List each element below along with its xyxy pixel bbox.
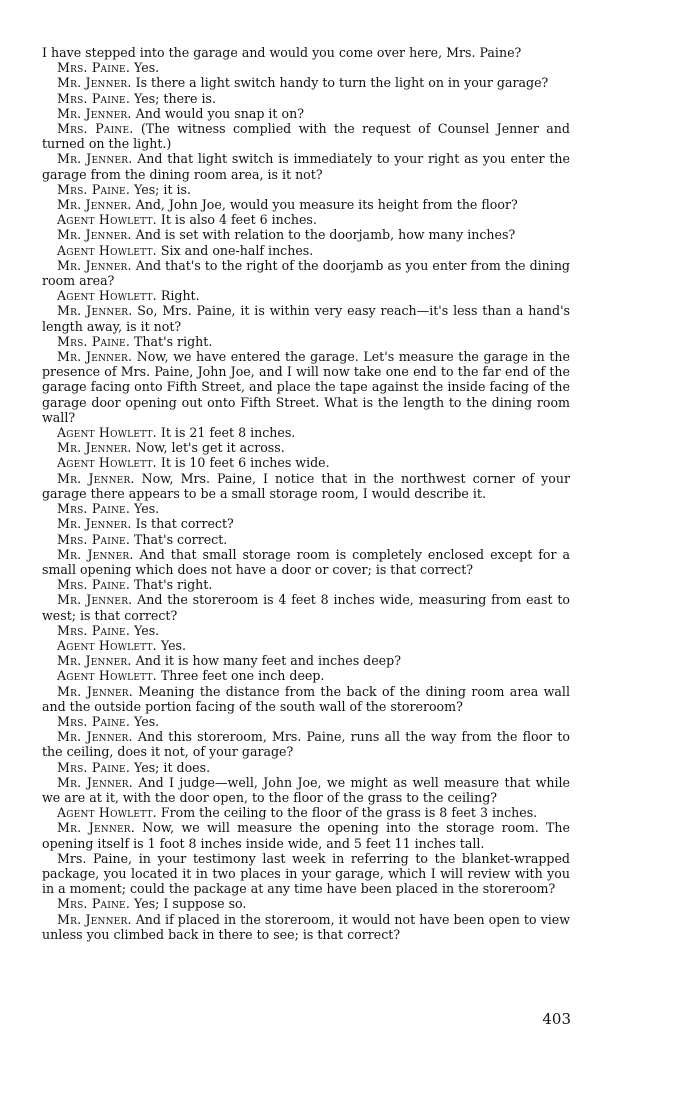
speaker-name: Agent Howlett.: [57, 455, 157, 471]
speaker-name: Mrs. Paine.: [57, 713, 131, 729]
transcript-paragraph: [42, 623, 570, 638]
speaker-name: Agent Howlett.: [57, 288, 157, 304]
transcript-paragraph: [42, 151, 570, 181]
speech-text: (The witness complied with the request of Counsel Jenner and turned on the light.): [42, 121, 570, 152]
transcript-page: [42, 45, 570, 942]
speaker-name: Mr. Jenner.: [57, 820, 135, 836]
speaker-name: Agent Howlett.: [57, 212, 157, 228]
speaker-name: Mrs. Paine.: [57, 181, 131, 197]
speaker-name: Mrs. Paine.: [57, 90, 131, 106]
transcript-paragraph: [42, 729, 570, 759]
transcript-paragraph: [42, 91, 570, 106]
speech-text: I have stepped into the garage and would you come over here, Mrs. Paine?: [42, 45, 522, 60]
speaker-name: Mr. Jenner.: [57, 546, 134, 562]
speaker-name: Agent Howlett.: [57, 805, 157, 821]
speaker-name: Mr. Jenner.: [57, 470, 135, 486]
speaker-name: Mrs. Paine.: [57, 333, 131, 349]
transcript-paragraph: [42, 227, 570, 242]
transcript-paragraph: [42, 714, 570, 729]
speech-text: It is 21 feet 8 inches.: [156, 425, 296, 441]
transcript-paragraph: [42, 516, 570, 531]
speaker-name: Mr. Jenner.: [57, 440, 132, 456]
transcript-paragraph: [42, 243, 570, 258]
transcript-paragraph: [42, 121, 570, 151]
speech-text: And that light switch is immediately to your right as you enter the garage from the dining room area, is it not?: [42, 151, 570, 182]
transcript-paragraph: [42, 471, 570, 501]
speech-text: It is also 4 feet 6 inches.: [156, 212, 317, 228]
transcript-paragraph: [42, 668, 570, 683]
speech-text: And the storeroom is 4 feet 8 inches wide, measuring from east to west; is that correct?: [42, 592, 570, 623]
transcript-paragraph: [42, 106, 570, 121]
transcript-paragraph: [42, 577, 570, 592]
transcript-paragraph: [42, 45, 570, 60]
speech-text: Yes.: [130, 60, 160, 76]
speech-text: And would you snap it on?: [131, 105, 304, 121]
transcript-paragraph: [42, 684, 570, 714]
transcript-paragraph: [42, 638, 570, 653]
speech-text: And that's to the right of the doorjamb as you enter from the dining room area?: [42, 257, 570, 289]
speech-text: And this storeroom, Mrs. Paine, runs all the way from the floor to the ceiling, does it not, of your garage?: [42, 729, 570, 760]
speaker-name: Mr. Jenner.: [57, 729, 133, 745]
speech-text: Yes.: [130, 501, 160, 517]
speaker-name: Mr. Jenner.: [57, 774, 133, 790]
speech-text: That's right.: [130, 333, 213, 349]
speaker-name: Mrs. Paine.: [57, 121, 134, 137]
transcript-paragraph: [42, 805, 570, 820]
speech-text: Yes; there is.: [130, 90, 217, 106]
speaker-name: Mr. Jenner.: [57, 303, 133, 319]
transcript-paragraph: [42, 775, 570, 805]
transcript-paragraph: [42, 440, 570, 455]
speaker-name: Agent Howlett.: [57, 668, 157, 684]
transcript-paragraph: [42, 334, 570, 349]
speaker-name: Mrs. Paine.: [57, 531, 131, 547]
speaker-name: Agent Howlett.: [57, 425, 157, 441]
speaker-name: Mr. Jenner.: [57, 911, 132, 927]
transcript-paragraph: [42, 288, 570, 303]
speech-text: So, Mrs. Paine, it is within very easy reach—it's less than a hand's length away, is it not?: [42, 303, 570, 334]
transcript-paragraph: [42, 820, 570, 850]
transcript-paragraph: [42, 912, 570, 942]
speech-text: Yes; I suppose so.: [130, 896, 247, 912]
speech-text: And if placed in the storeroom, it would not have been open to view unless you climbed back in there to see; is that correct?: [42, 911, 570, 942]
transcript-paragraph: [42, 532, 570, 547]
speech-text: Meaning the distance from the back of the dining room area wall and the outside portion facing of the south wall of the storeroom?: [42, 683, 570, 714]
speech-text: It is 10 feet 6 inches wide.: [156, 455, 330, 471]
transcript-paragraph: [42, 197, 570, 212]
transcript-paragraph: [42, 425, 570, 440]
transcript-paragraph: [42, 455, 570, 470]
speaker-name: Mr. Jenner.: [57, 653, 132, 669]
speech-text: Now, let's get it across.: [131, 440, 285, 456]
speaker-name: Mrs. Paine.: [57, 501, 131, 517]
transcript-paragraph: [42, 547, 570, 577]
speech-text: Is there a light switch handy to turn the light on in your garage?: [131, 75, 549, 91]
speaker-name: Mr. Jenner.: [57, 257, 132, 273]
speech-text: From the ceiling to the floor of the grass is 8 feet 3 inches.: [156, 805, 538, 821]
speech-text: That's correct.: [130, 531, 228, 547]
speech-text: Yes; it is.: [130, 181, 192, 197]
speech-text: And, John Joe, would you measure its height from the floor?: [131, 197, 518, 213]
speaker-name: Mr. Jenner.: [57, 592, 133, 608]
speech-text: And I judge—well, John Joe, we might as well measure that while we are at it, with the door open, to the floor of the grass to the ceiling?: [42, 774, 570, 805]
speech-text: Right.: [156, 288, 200, 304]
speaker-name: Mr. Jenner.: [57, 349, 133, 365]
speech-text: And that small storage room is completely enclosed except for a small opening which does not have a door or cover; is that correct?: [42, 546, 570, 577]
speaker-name: Mr. Jenner.: [57, 683, 133, 699]
speaker-name: Mrs. Paine.: [57, 896, 131, 912]
transcript-paragraph: [42, 60, 570, 75]
speech-text: Is that correct?: [131, 516, 234, 532]
transcript-paragraph: [42, 349, 570, 425]
speaker-name: Mr. Jenner.: [57, 105, 132, 121]
speaker-name: Mr. Jenner.: [57, 227, 132, 243]
speaker-name: Mrs. Paine.: [57, 759, 131, 775]
speaker-name: Mr. Jenner.: [57, 516, 132, 532]
speech-text: That's right.: [130, 577, 213, 593]
speech-text: Yes.: [156, 637, 187, 653]
transcript-paragraph: [42, 592, 570, 622]
transcript-paragraph: [42, 212, 570, 227]
speaker-name: Mr. Jenner.: [57, 197, 132, 213]
speaker-name: Mr. Jenner.: [57, 151, 133, 167]
transcript-paragraph: [42, 760, 570, 775]
transcript-paragraph: [42, 896, 570, 911]
transcript-paragraph: [42, 653, 570, 668]
speech-text: And it is how many feet and inches deep?: [131, 653, 401, 669]
speaker-name: Agent Howlett.: [57, 242, 157, 258]
speech-text: And is set with relation to the doorjamb, how many inches?: [131, 227, 516, 243]
speech-text: Now, we will measure the opening into the storage room. The opening itself is 1 foot 8 inches inside wide, and 5 feet 11 inches tall.: [42, 820, 570, 851]
speech-text: Yes.: [130, 622, 160, 638]
speech-text: Yes; it does.: [130, 759, 211, 775]
transcript-paragraph: [42, 258, 570, 288]
speech-text: Now, Mrs. Paine, I notice that in the northwest corner of your garage there appears to be a small storage room, I would describe it.: [42, 470, 570, 501]
transcript-paragraph: [42, 303, 570, 333]
speech-text: Six and one-half inches.: [156, 242, 314, 258]
transcript-paragraph: [42, 75, 570, 90]
speech-text: Now, we have entered the garage. Let's measure the garage in the presence of Mrs. Paine, John Joe, and I will now take one end to the far end of the garage facing onto Fifth Street, and place the tape against the inside facing of the garage door opening out onto Fifth Street. What is the length to the dining room wall?: [42, 349, 570, 425]
speech-text: Yes.: [130, 713, 160, 729]
speech-text: Mrs. Paine, in your testimony last week in referring to the blanket-wrapped package, you located it in two places in your garage, which I will review with you in a moment; could the package at any time have been placed in the storeroom?: [42, 850, 570, 897]
speaker-name: Mrs. Paine.: [57, 622, 131, 638]
page-number: 403: [542, 1010, 571, 1028]
speaker-name: Mrs. Paine.: [57, 60, 131, 76]
speaker-name: Mrs. Paine.: [57, 577, 131, 593]
speaker-name: Agent Howlett.: [57, 637, 157, 653]
transcript-paragraph: [42, 182, 570, 197]
transcript-paragraph: [42, 851, 570, 897]
speech-text: Three feet one inch deep.: [156, 668, 325, 684]
speaker-name: Mr. Jenner.: [57, 75, 132, 91]
transcript-paragraph: [42, 501, 570, 516]
